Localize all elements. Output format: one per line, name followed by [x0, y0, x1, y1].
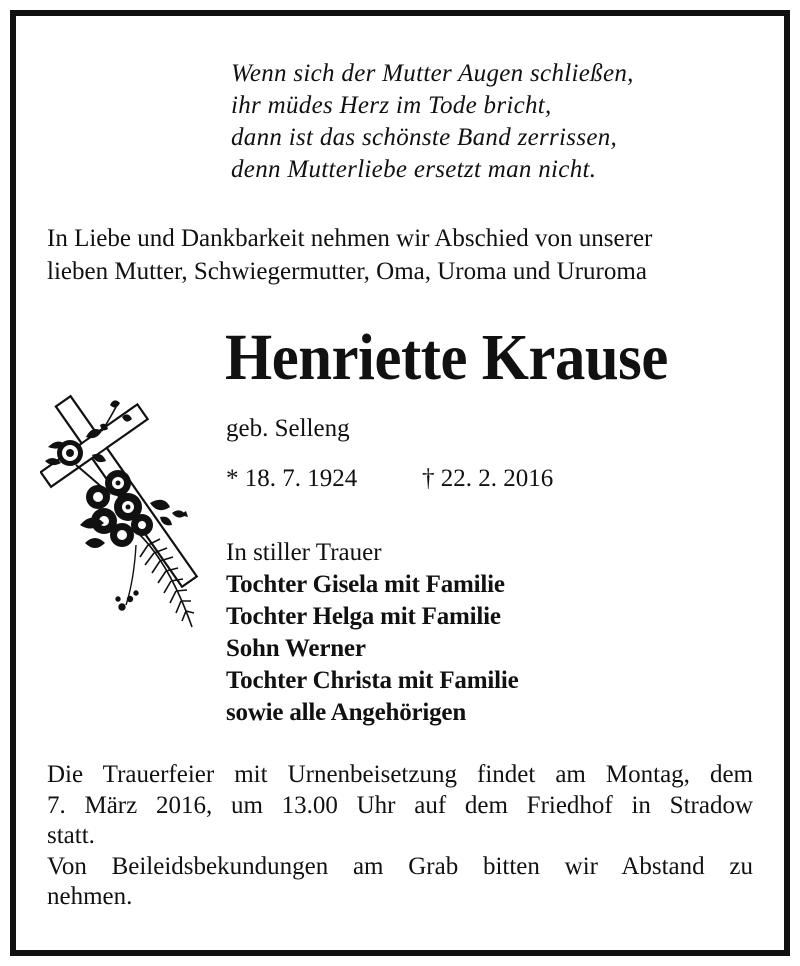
mourners-block	[226, 537, 518, 729]
ceremony-line: nehmen.	[47, 883, 133, 910]
life-dates	[226, 463, 554, 495]
birth-date: * 18. 7. 1924	[226, 465, 358, 492]
poem-line: dann ist das schönste Band zerrissen,	[231, 124, 618, 151]
mourner-name: sowie alle Angehörigen	[226, 699, 467, 726]
mourner-name: Tochter Helga mit Familie	[226, 603, 501, 630]
poem-line: denn Mutterliebe ersetzt man nicht.	[231, 156, 597, 183]
death-date: † 22. 2. 2016	[422, 465, 554, 492]
intro-line: lieben Mutter, Schwiegermutter, Oma, Uroma und Ururoma	[47, 258, 647, 285]
poem-line: ihr müdes Herz im Tode bricht,	[231, 92, 552, 119]
ceremony-text	[47, 760, 753, 913]
intro-text	[47, 222, 759, 288]
ceremony-line: 7. März 2016, um 13.00 Uhr auf dem Friedhof in Stradow	[47, 791, 753, 819]
cross-with-roses-icon	[40, 385, 210, 635]
mourner-name: Tochter Christa mit Familie	[226, 667, 519, 694]
poem	[231, 58, 634, 186]
deceased-name: Henriette Krause	[225, 321, 668, 394]
ceremony-line: Von Beileidsbekundungen am Grab bitten wir Abstand zu	[47, 852, 753, 880]
poem-line: Wenn sich der Mutter Augen schließen,	[231, 60, 634, 87]
ceremony-line: statt.	[47, 822, 95, 849]
mourner-name: Tochter Gisela mit Familie	[226, 571, 505, 598]
mourners-intro: In stiller Trauer	[226, 539, 382, 566]
intro-line: In Liebe und Dankbarkeit nehmen wir Abschied von unserer	[47, 225, 653, 252]
ceremony-line: Die Trauerfeier mit Urnenbeisetzung findet am Montag, dem	[47, 761, 753, 788]
mourner-name: Sohn Werner	[226, 635, 366, 662]
birth-name: geb. Selleng	[226, 415, 350, 442]
